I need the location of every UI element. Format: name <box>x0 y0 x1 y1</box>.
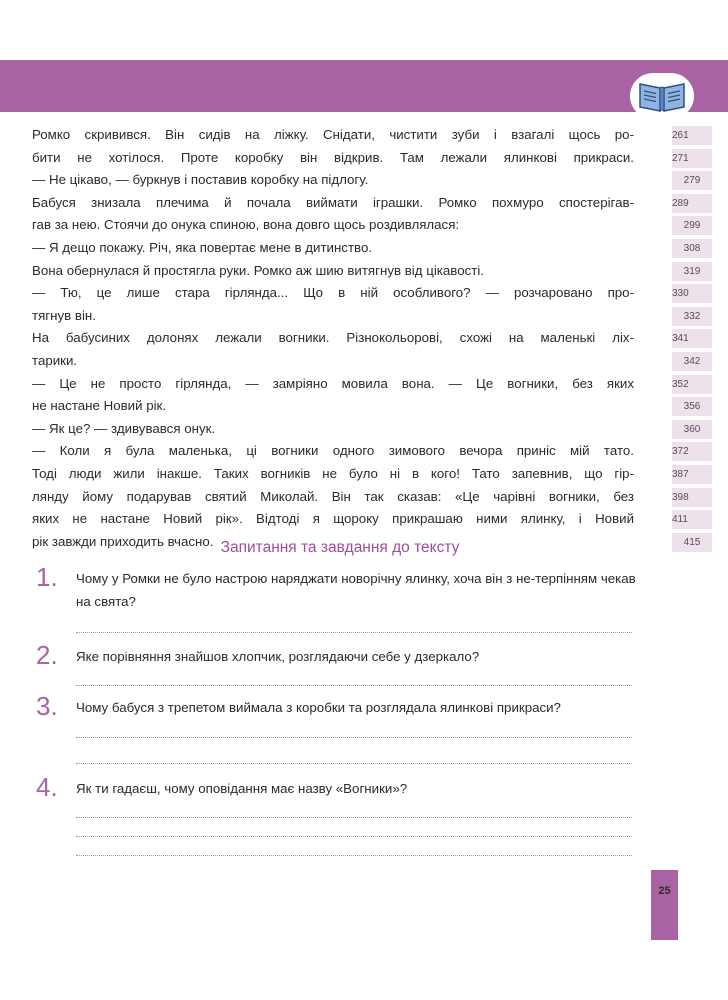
word-count-label: 352 <box>672 375 712 394</box>
story-line <box>32 395 701 418</box>
question-number: 4. <box>36 772 58 802</box>
word-count-label: 372 <box>672 442 712 461</box>
story-line <box>32 418 701 441</box>
story-line-text: рік завжди приходить вчасно. <box>32 533 214 549</box>
answer-line[interactable] <box>76 817 632 818</box>
story-line-text: — Тю, це лише стара гірлянда... Що в ній особливого? — розчаровано про- <box>32 285 634 301</box>
story-line <box>32 440 689 463</box>
story-line-text: лянду йому подарував святий Миколай. Він так сказав: «Це чарівні вогники, без <box>32 488 634 504</box>
story-line-text: Ромко скривився. Він сидів на ліжку. Снідати, чистити зуби і взагалі щось ро- <box>32 127 634 142</box>
word-count-label: 271 <box>672 149 712 168</box>
word-count-label: 387 <box>672 465 712 484</box>
story-line-text: Бабуся знизала плечима й почала виймати іграшки. Ромко похмуро спостерігав- <box>32 194 634 210</box>
word-count-label: 319 <box>672 262 712 281</box>
story-line <box>32 350 701 373</box>
story-line-text: не настане Новий рік. <box>32 398 167 414</box>
page-number: 25 <box>658 885 671 897</box>
story-line-text: яких не настане Новий рік». Відтоді я щороку прикрашаю ними ялинку, і Новий <box>32 511 634 527</box>
story-line <box>32 214 701 237</box>
page-number-tab <box>651 870 678 940</box>
story-line <box>32 124 689 147</box>
story-line <box>32 282 689 305</box>
answer-line[interactable] <box>76 632 632 633</box>
story-line-text: — Не цікаво, — буркнув і поставив коробку на підлогу. <box>32 172 369 188</box>
story-line-text: бити не хотілося. Проте коробку він відкрив. Там лежали ялинкові прикраси. <box>32 149 634 165</box>
story-line-text: Тоді люди жили інакше. Таких вогників не було ні в кого! Тато запевнив, що гір- <box>32 465 634 481</box>
story-line-text: — Коли я була маленька, ці вогники одного зимового вечора приніс мій тато. <box>32 443 634 459</box>
story-line <box>32 237 701 260</box>
question-text: Як ти гадаєш, чому оповідання має назву «Вогники»? <box>76 781 408 796</box>
story-line-text: — Як це? — здивувався онук. <box>32 420 216 436</box>
question-text: Чому бабуся з трепетом виймала з коробки та розглядала ялинкові прикраси? <box>76 700 561 715</box>
question-text: Чому у Ромки не було настрою наряджати новорічну ялинку, хоча він з не-терпінням чекав на свята? <box>76 571 636 609</box>
question-number: 1. <box>36 562 58 592</box>
story-line <box>32 147 689 170</box>
word-count-label: 261 <box>672 126 712 145</box>
word-count-label: 342 <box>672 352 712 371</box>
open-book-icon <box>636 78 688 114</box>
word-count-label: 356 <box>672 397 712 416</box>
story-line-text: — Це не просто гірлянда, — замріяно мовила вона. — Це вогники, без яких <box>32 375 634 391</box>
word-count-label: 330 <box>672 284 712 303</box>
story-line-text: — Я дещо покажу. Річ, яка повертає мене в дитинство. <box>32 239 373 255</box>
word-count-label: 308 <box>672 239 712 258</box>
story-line <box>32 192 689 215</box>
question-number: 3. <box>36 691 58 721</box>
story-line <box>32 327 689 350</box>
story-text <box>32 124 701 553</box>
word-count-label: 415 <box>672 533 712 552</box>
story-line-text: гав за нею. Стоячи до онука спиною, вона довго щось роздивлялася: <box>32 217 460 233</box>
reading-badge <box>630 73 694 119</box>
word-count-label: 360 <box>672 420 712 439</box>
questions-title: Запитання та завдання до тексту <box>220 539 460 556</box>
word-count-label: 332 <box>672 307 712 326</box>
story-line-text: тарики. <box>32 352 78 368</box>
word-count-label: 289 <box>672 194 712 213</box>
word-count-label: 411 <box>672 510 712 529</box>
story-line-text: На бабусиних долонях лежали вогники. Різнокольорові, схожі на маленькі ліх- <box>32 330 634 346</box>
story-line <box>32 486 689 509</box>
story-line-text: Вона обернулася й простягла руки. Ромко аж шию витягнув від цікавості. <box>32 262 484 278</box>
story-line-text: тягнув він. <box>32 307 96 323</box>
answer-line[interactable] <box>76 737 632 738</box>
story-line <box>32 260 701 283</box>
word-count-label: 279 <box>672 171 712 190</box>
answer-line[interactable] <box>76 855 632 856</box>
answer-line[interactable] <box>76 763 632 764</box>
word-count-label: 398 <box>672 488 712 507</box>
answer-line[interactable] <box>76 836 632 837</box>
word-count-label: 299 <box>672 216 712 235</box>
word-count-label: 341 <box>672 329 712 348</box>
answer-line[interactable] <box>76 685 632 686</box>
question-text: Яке порівняння знайшов хлопчик, розглядаючи себе у дзеркало? <box>76 649 480 664</box>
story-line <box>32 305 701 328</box>
question-number: 2. <box>36 640 58 670</box>
story-line <box>32 169 701 192</box>
story-line <box>32 508 688 531</box>
header-band <box>0 60 728 112</box>
story-line <box>32 463 689 486</box>
story-line <box>32 373 689 396</box>
